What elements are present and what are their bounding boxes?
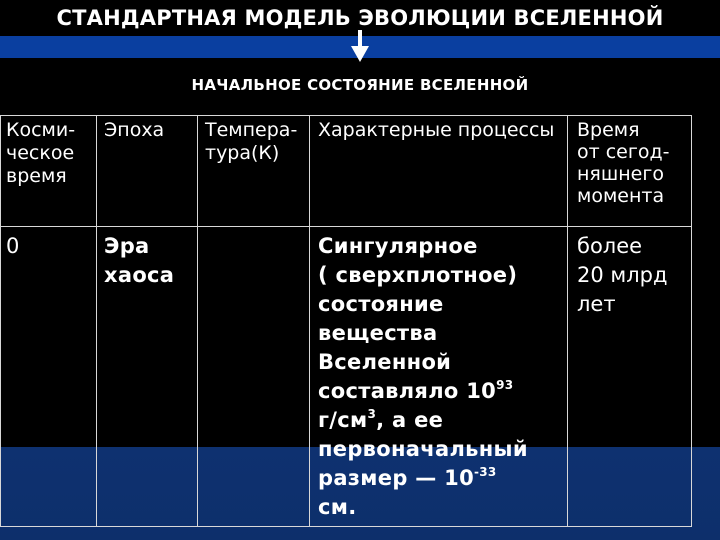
down-arrow-icon (351, 30, 369, 62)
cell-time-from-now: более 20 млрд лет (577, 234, 668, 316)
cell-cosmic-time: 0 (6, 234, 20, 258)
cell-processes: Сингулярное ( сверхплотное) состояние вещества Вселенной составляло $10^{93}$ $г/см^3$, а ее первоначальный размер — $10^{-33}$ см. (318, 234, 528, 519)
header-epoch: Эпоха (104, 119, 165, 141)
header-processes: Характерные процессы (318, 119, 555, 141)
header-time-from-now: Время от сегод- няшнего момента (577, 119, 670, 207)
header-cosmic-time: Косми- ческое время (6, 119, 76, 187)
evolution-table (0, 115, 692, 527)
slide-title: СТАНДАРТНАЯ МОДЕЛЬ ЭВОЛЮЦИИ ВСЕЛЕННОЙ (56, 6, 664, 30)
header-temperature: Темпера- тура(К) (205, 119, 298, 164)
cell-epoch: Эра хаоса (104, 234, 175, 287)
slide-subtitle: НАЧАЛЬНОЕ СОСТОЯНИЕ ВСЕЛЕННОЙ (191, 76, 529, 94)
